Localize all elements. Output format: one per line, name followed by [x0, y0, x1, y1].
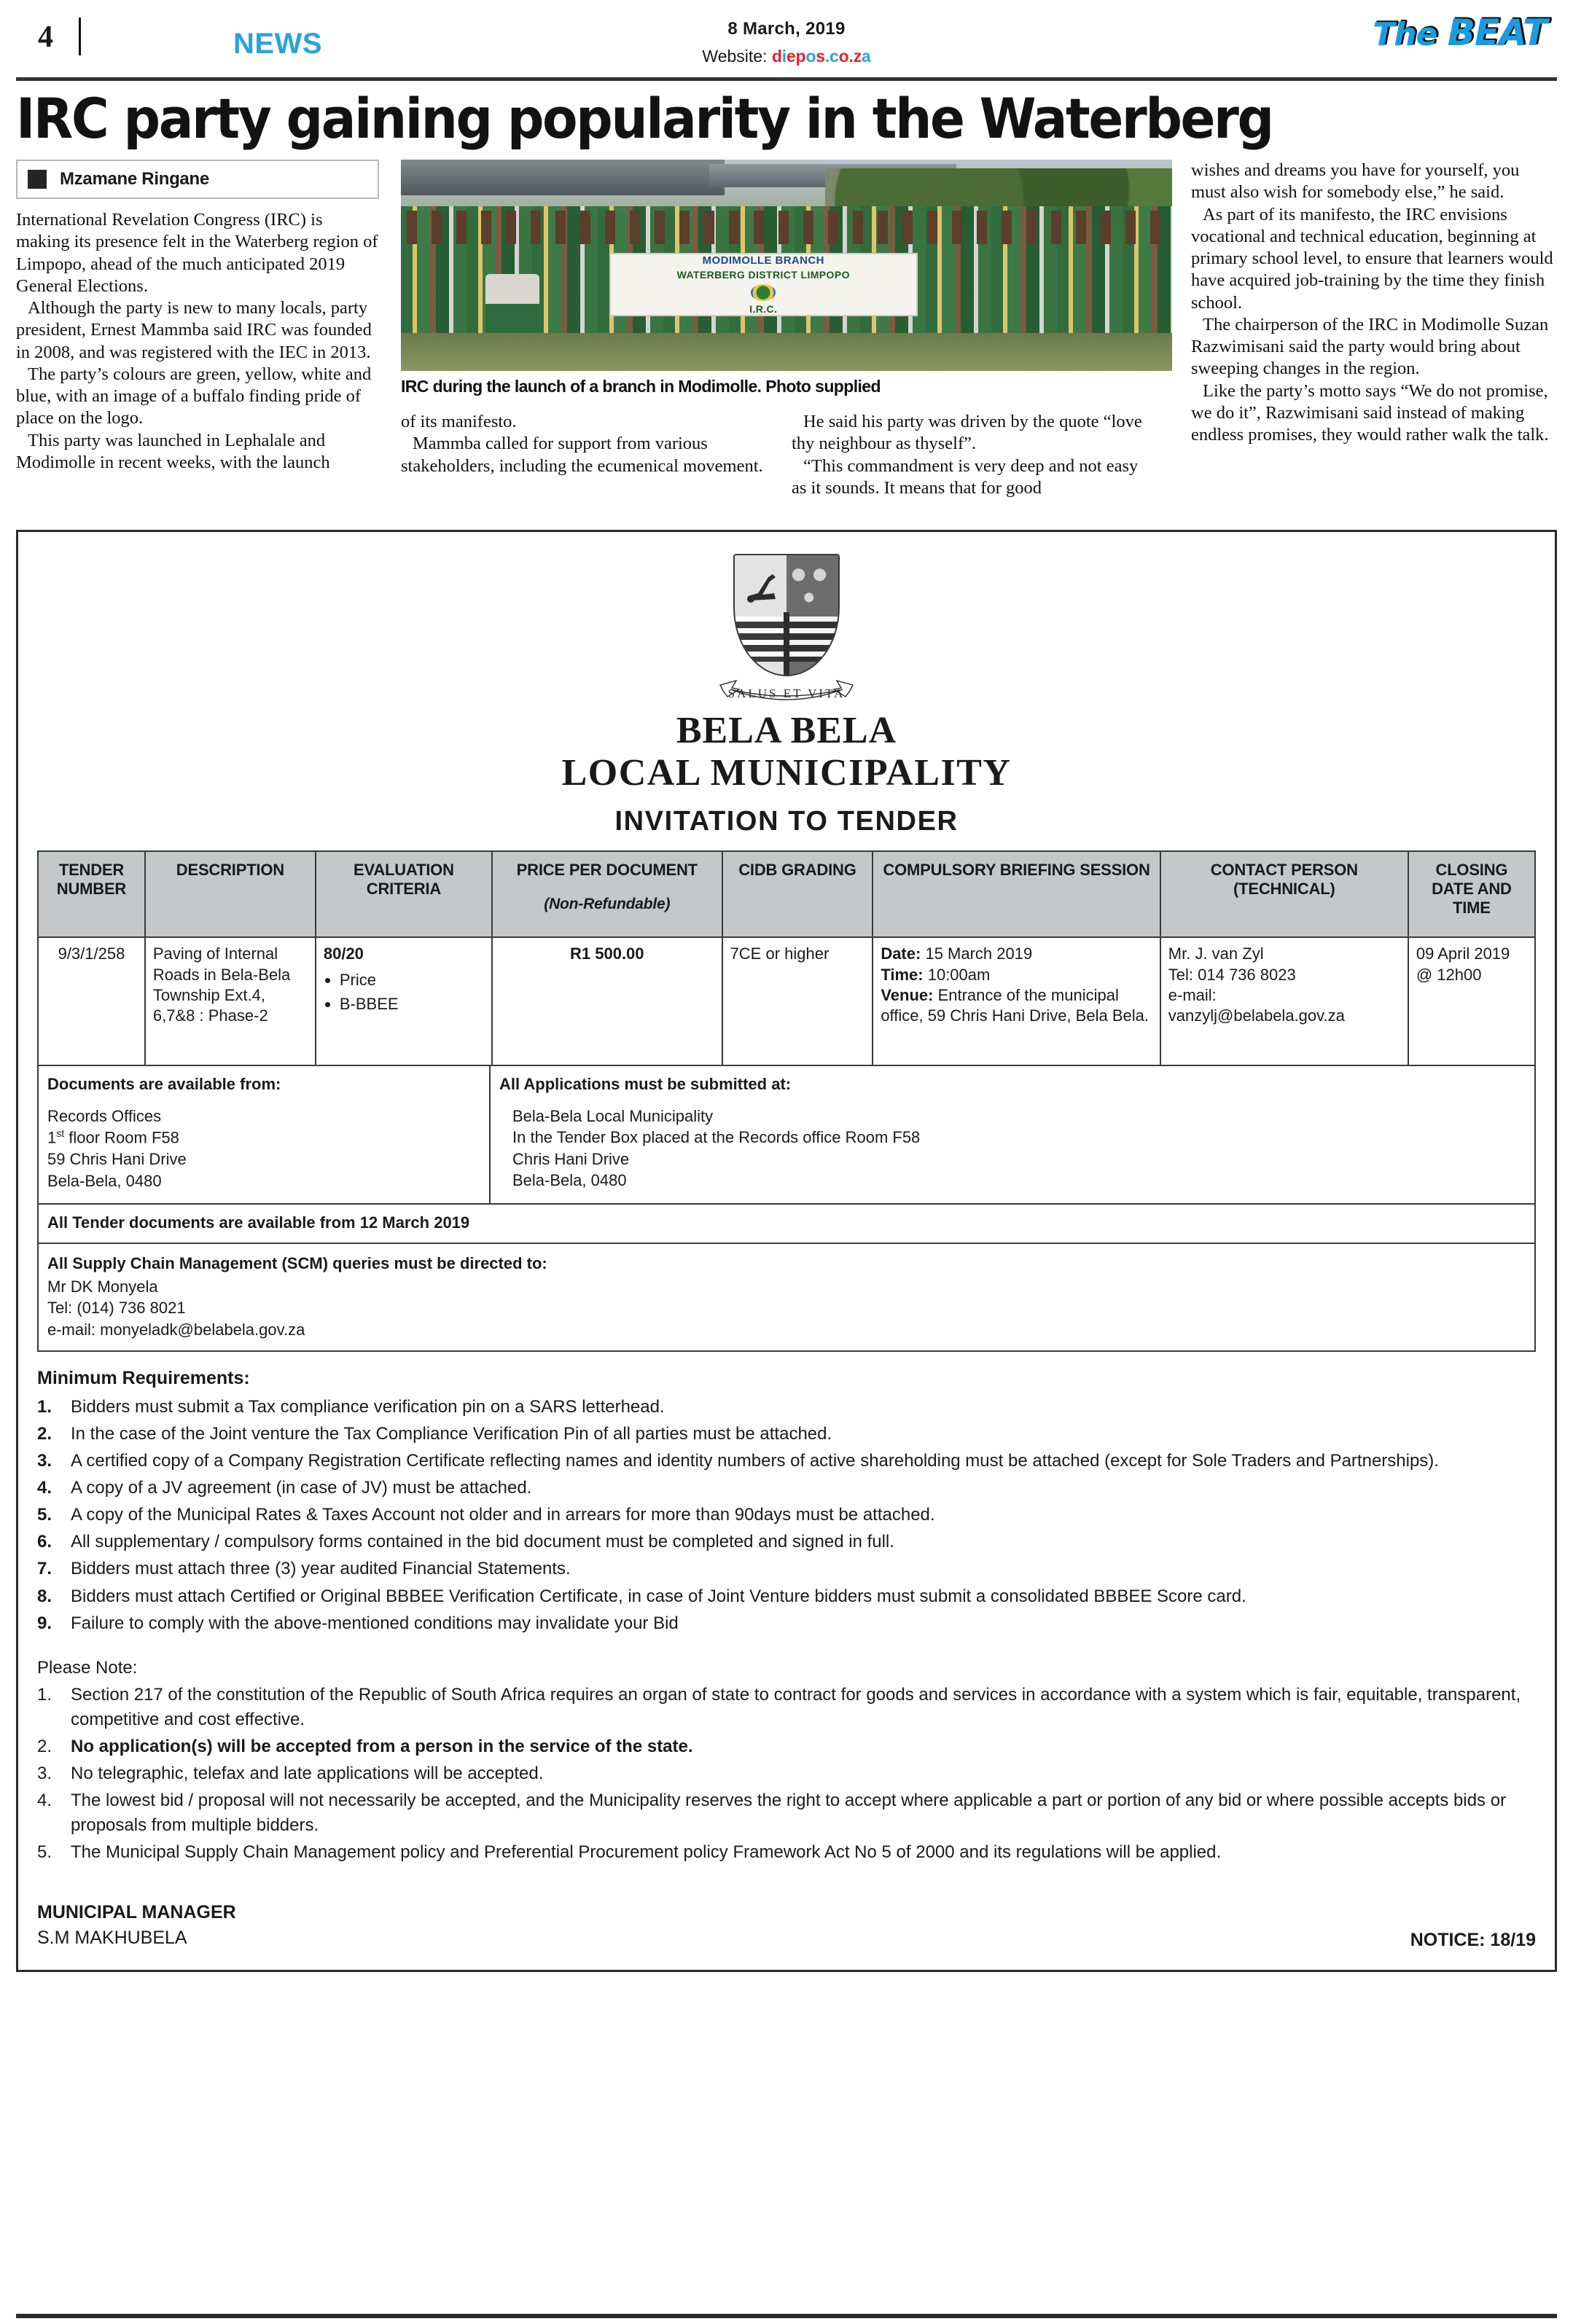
logo-beat: BEAT	[1447, 12, 1547, 54]
eval-item: • B-BBEE	[340, 992, 484, 1016]
documents-available-heading: Documents are available from:	[47, 1075, 281, 1094]
th-price-label: PRICE PER DOCUMENT	[516, 861, 698, 880]
list-item	[37, 1734, 1536, 1759]
paragraph: The party’s colours are green, yellow, white and blue, with an image of a buffalo finding pride of place on the logo.	[16, 364, 372, 429]
minimum-requirements-section	[37, 1368, 1536, 1865]
scm-queries-heading: All Supply Chain Management (SCM) queries must be directed to:	[47, 1254, 547, 1273]
paragraph: of its manifesto.	[401, 412, 517, 431]
scm-queries-line: Mr DK Monyela	[47, 1277, 158, 1296]
briefing-venue-line	[881, 985, 1152, 1026]
article-column-4	[1191, 160, 1556, 446]
masthead-center	[0, 19, 1573, 66]
byline-author: Mzamane Ringane	[60, 169, 209, 189]
byline	[16, 160, 379, 199]
tender-table	[37, 850, 1536, 1066]
item-number: 4.	[37, 1791, 52, 1811]
paragraph: As part of its manifesto, the IRC envisions vocational and technical education, beginning at primary school level, to ensure that learners would have acquired job-training by the time they finish school.	[1191, 204, 1553, 313]
page-number: 4	[38, 20, 53, 54]
briefing-date-value: 15 March 2019	[925, 944, 1033, 963]
paragraph: wishes and dreams you have for yourself, you must also wish for somebody else,” he said.	[1191, 160, 1520, 203]
paragraph: The chairperson of the IRC in Modimolle Suzan Razwimisani said the party would bring about sweeping changes in the region.	[1191, 314, 1549, 379]
applications-line: Chris Hani Drive	[512, 1149, 630, 1168]
item-number: 8.	[37, 1586, 52, 1606]
item-number: 1.	[37, 1397, 52, 1417]
plough-icon	[743, 571, 783, 603]
notice-number: NOTICE: 18/19	[1410, 1930, 1536, 1951]
th-price-subnote: (Non-Refundable)	[544, 896, 671, 913]
list-item	[37, 1503, 1536, 1527]
crest-shield	[733, 554, 840, 676]
crest-motto: SALUS ET VITA	[727, 686, 846, 700]
floor-ordinal: st	[56, 1127, 65, 1140]
cell-evaluation-criteria	[316, 937, 492, 1065]
item-text: A copy of the Municipal Rates & Taxes Account not older and in arrears for more than 90days must be attached.	[71, 1505, 935, 1525]
documents-available-block	[39, 1066, 491, 1203]
applications-body	[499, 1106, 1526, 1192]
website-line	[0, 47, 1573, 66]
scm-queries-block	[37, 1244, 1536, 1352]
eval-ratio: 80/20	[323, 944, 364, 963]
contact-email[interactable]: vanzylj@belabela.gov.za	[1168, 1006, 1345, 1025]
masthead	[0, 0, 1573, 77]
minimum-requirements-title: Minimum Requirements:	[37, 1368, 250, 1389]
th-cidb-grading: CIDB GRADING	[722, 851, 873, 937]
item-number: 1.	[37, 1684, 52, 1705]
article-body	[16, 160, 1557, 517]
article-columns-2-3	[401, 411, 1172, 499]
municipality-name	[37, 710, 1536, 794]
photo-wrap	[401, 160, 1172, 396]
item-text: Section 217 of the constitution of the Republic of South Africa requires an organ of state to contract for goods and services in accordance with a system which is fair, equitable, transparent, competitive and cost effective.	[71, 1684, 1521, 1729]
cell-contact-person	[1160, 937, 1408, 1065]
paragraph: Mammba called for support from various stakeholders, including the ecumenical movement.	[401, 434, 763, 476]
paragraph: Although the party is new to many locals, party president, Ernest Mammba said IRC was founded in 2008, and was registered with the IEC in 2013.	[16, 298, 372, 362]
signoff-role: MUNICIPAL MANAGER	[37, 1902, 236, 1923]
th-price-per-document	[492, 851, 722, 937]
briefing-date-line	[881, 944, 1152, 964]
list-item	[37, 1476, 1536, 1501]
item-number: 3.	[37, 1451, 52, 1471]
documents-available-city: Bela-Bela, 0480	[47, 1171, 162, 1190]
item-number: 9.	[37, 1613, 52, 1633]
cell-price: R1 500.00	[492, 937, 722, 1065]
applications-line: In the Tender Box placed at the Records office Room F58	[512, 1128, 921, 1147]
item-number: 3.	[37, 1763, 52, 1783]
minimum-requirements-list	[37, 1395, 1536, 1636]
signoff	[37, 1900, 1536, 1951]
publication-date: 8 March, 2019	[727, 19, 846, 39]
list-item	[37, 1584, 1536, 1609]
briefing-date-label: Date:	[881, 944, 921, 963]
documents-available-street: 59 Chris Hani Drive	[47, 1150, 187, 1169]
section-label: NEWS	[233, 28, 322, 60]
column-4-text	[1191, 160, 1556, 446]
briefing-time-value: 10:00am	[927, 965, 991, 984]
logo-the: The	[1373, 16, 1437, 53]
municipality-name-line2: LOCAL MUNICIPALITY	[561, 752, 1012, 794]
list-item	[37, 1530, 1536, 1554]
item-number: 2.	[37, 1424, 52, 1444]
item-number: 5.	[37, 1842, 52, 1863]
photo-tent-left	[401, 160, 725, 195]
briefing-time-label: Time:	[881, 965, 924, 984]
documents-available-from: All Tender documents are available from 12 March 2019	[37, 1205, 1536, 1244]
cell-description: Paving of Internal Roads in Bela-Bela Township Ext.4, 6,7&8 : Phase-2	[145, 937, 316, 1065]
article-column-1	[16, 160, 379, 474]
cell-closing-date: 09 April 2019 @ 12h00	[1408, 937, 1535, 1065]
please-note-list	[37, 1683, 1536, 1866]
crest-sword	[784, 612, 789, 675]
photo-banner	[609, 253, 918, 316]
paragraph: “This commandment is very deep and not easy as it sounds. It means that for good	[792, 455, 1139, 498]
applications-line: Bela-Bela, 0480	[512, 1171, 627, 1190]
please-note-title: Please Note:	[37, 1657, 138, 1678]
paragraph: This party was launched in Lephalale and Modimolle in recent weeks, with the launch	[16, 430, 330, 472]
list-item	[37, 1611, 1536, 1636]
cell-cidb-grading: 7CE or higher	[722, 937, 873, 1065]
item-text: The Municipal Supply Chain Management policy and Preferential Procurement policy Framework Act No 5 of 2000 and its regulations will be applied.	[71, 1842, 1222, 1863]
applications-block	[491, 1066, 1534, 1203]
th-closing-date: CLOSING DATE AND TIME	[1408, 851, 1535, 937]
photo-banner-line3: I.R.C.	[749, 302, 778, 315]
th-evaluation-criteria: EVALUATION CRITERIA	[316, 851, 492, 937]
item-text: A certified copy of a Company Registration Certificate reflecting names and identity numbers of active shareholding must be attached (except for Sole Traders and Partnerships).	[71, 1451, 1439, 1471]
tender-advertisement	[16, 530, 1557, 1972]
municipal-coat-of-arms-icon	[717, 554, 856, 705]
municipality-name-line1: BELA BELA	[676, 710, 897, 751]
documents-available-line: Records Offices	[47, 1106, 162, 1125]
eval-item: • Price	[340, 968, 484, 992]
signoff-left	[37, 1900, 236, 1951]
paragraph: International Revelation Congress (IRC) is making its presence felt in the Waterberg region of Limpopo, ahead of the much anticipated 2019 General Elections.	[16, 210, 378, 296]
invitation-title: INVITATION TO TENDER	[614, 806, 959, 837]
signoff-name: S.M MAKHUBELA	[37, 1928, 187, 1949]
item-number: 2.	[37, 1736, 52, 1756]
tender-table-header-row	[38, 851, 1535, 937]
list-item	[37, 1422, 1536, 1447]
applications-line: Bela-Bela Local Municipality	[512, 1106, 714, 1125]
article-photo	[401, 160, 1172, 371]
item-text: Failure to comply with the above-mentioned conditions may invalidate your Bid	[71, 1613, 679, 1633]
cell-briefing-session	[873, 937, 1160, 1065]
crest-charges	[787, 564, 832, 618]
website-url[interactable]: diepos.co.za	[771, 47, 871, 66]
article-headline: IRC party gaining popularity in the Waterberg	[16, 86, 1273, 151]
th-contact-person: CONTACT PERSON (TECHNICAL)	[1160, 851, 1408, 937]
item-text: Bidders must attach three (3) year audited Financial Statements.	[71, 1559, 571, 1579]
newspaper-logo	[1373, 12, 1547, 54]
scm-queries-line: Tel: (014) 736 8021	[47, 1299, 186, 1318]
th-briefing-session: COMPULSORY BRIEFING SESSION	[873, 851, 1160, 937]
byline-square-icon	[28, 170, 47, 189]
item-text: A copy of a JV agreement (in case of JV) must be attached.	[71, 1478, 532, 1498]
documents-available-floor	[47, 1127, 480, 1149]
list-item	[37, 1683, 1536, 1732]
item-text: No application(s) will be accepted from a person in the service of the state.	[71, 1736, 693, 1756]
contact-tel: Tel: 014 736 8023	[1168, 965, 1296, 984]
floor-number: 1	[47, 1128, 57, 1147]
briefing-venue-value: Entrance of the municipal office, 59 Chris Hani Drive, Bela Bela.	[881, 985, 1149, 1025]
table-row	[38, 937, 1535, 1065]
th-description: DESCRIPTION	[145, 851, 316, 937]
list-item	[37, 1395, 1536, 1420]
item-text: No telegraphic, telefax and late applications will be accepted.	[71, 1763, 544, 1783]
item-number: 5.	[37, 1505, 52, 1525]
scm-queries-line: e-mail: monyeladk@belabela.gov.za	[47, 1320, 305, 1339]
column-2-text	[401, 411, 765, 499]
photo-banner-line1: MODIMOLLE BRANCH	[702, 254, 824, 267]
photo-crowd-heads	[401, 211, 1172, 244]
item-number: 4.	[37, 1478, 52, 1498]
eval-items	[324, 968, 484, 1016]
item-number: 6.	[37, 1532, 52, 1552]
th-tender-number: TENDER NUMBER	[38, 851, 145, 937]
header-rule	[16, 77, 1557, 81]
item-number: 7.	[37, 1559, 52, 1579]
item-text: Bidders must attach Certified or Original BBBEE Verification Certificate, in case of Joint Venture bidders must submit a consolidated BBBEE Score card.	[71, 1586, 1246, 1606]
documents-and-applications-row	[37, 1066, 1536, 1205]
photo-banner-line2: WATERBERG DISTRICT LIMPOPO	[676, 268, 850, 281]
floor-room: floor Room F58	[64, 1128, 179, 1147]
column-1-text	[16, 209, 379, 474]
contact-email-label: e-mail:	[1168, 985, 1217, 1004]
list-item	[37, 1840, 1536, 1865]
briefing-venue-label: Venue:	[881, 985, 934, 1004]
contact-name: Mr. J. van Zyl	[1168, 944, 1264, 963]
article-photo-block	[401, 160, 1172, 499]
list-item	[37, 1557, 1536, 1581]
item-text: All supplementary / compulsory forms contained in the bid document must be completed and signed in full.	[71, 1532, 894, 1552]
paragraph: He said his party was driven by the quote “love thy neighbour as thyself”.	[792, 412, 1142, 454]
photo-ground	[401, 333, 1172, 371]
website-label: Website:	[702, 47, 768, 66]
party-emblem-icon	[751, 284, 776, 301]
cell-tender-number: 9/3/1/258	[38, 937, 145, 1065]
list-item	[37, 1761, 1536, 1786]
photo-caption: IRC during the launch of a branch in Modimolle. Photo supplied	[401, 377, 881, 396]
applications-heading: All Applications must be submitted at:	[499, 1075, 792, 1094]
list-item	[37, 1788, 1536, 1838]
list-item	[37, 1449, 1536, 1474]
column-3-text	[792, 411, 1156, 499]
briefing-time-line	[881, 965, 1152, 985]
footer-rule	[16, 2314, 1557, 2318]
paragraph: Like the party’s motto says “We do not promise, we do it”, Razwimisani said instead of making endless promises, they would rather walk the talk.	[1191, 380, 1549, 445]
item-text: The lowest bid / proposal will not necessarily be accepted, and the Municipality reserves the right to accept where applicable a part or portion of any bid or where possible accepts bids or proposals from multiple bidders.	[71, 1791, 1507, 1836]
item-text: In the case of the Joint venture the Tax Compliance Verification Pin of all parties must be attached.	[71, 1424, 832, 1444]
item-text: Bidders must submit a Tax compliance verification pin on a SARS letterhead.	[71, 1397, 665, 1417]
